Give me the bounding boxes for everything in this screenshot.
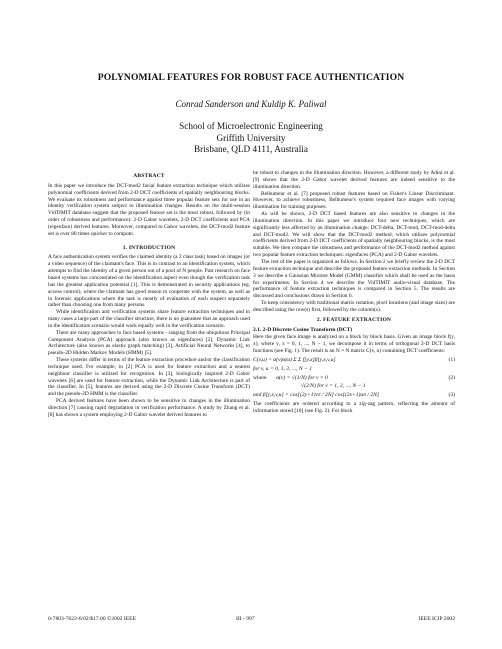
author-names: Conrad Sanderson and Kuldip K. Paliwal — [175, 99, 327, 109]
footer-page-number: III - 997 — [236, 616, 255, 622]
equation-1-number: (1) — [448, 356, 455, 363]
paper-title: POLYNOMIAL FEATURES FOR ROBUST FACE AUTHENTICATION — [97, 72, 405, 83]
body-paragraph-7: The coefficients are ordered according to a zig-zag pattern, reflecting the amount of information stored [10] (see Fig. 2). For block — [253, 401, 455, 414]
equation-2-number: (2) — [448, 374, 455, 381]
intro-heading: 1. INTRODUCTION — [122, 244, 176, 251]
equation-range: for v, u = 0, 1, 2, ..., N − 1 — [253, 365, 313, 372]
equation-1 — [253, 357, 455, 364]
affiliation-school: School of Microelectronic Engineering — [179, 121, 323, 131]
left-column — [48, 170, 250, 419]
body-paragraph-4: The rest of the paper is organized as follows. In Section 2 we briefly review the 2-D DCT feature extraction technique and describe the proposed feature extraction methods. In Section 3 we describe a Gaussian Mixture Model (GMM) classifier which shall be used as the basis for experiments. In Section 4 we describe the VidTIMIT audio-visual database. The performance of feature extraction techniques is compared in Section 5. The results are discussed and conclusions drawn in Section 6. — [253, 258, 455, 300]
equation-2 — [253, 375, 455, 382]
where-label: where — [253, 374, 267, 381]
abstract-text: In this paper we introduce the DCT-mod2 facial feature extraction technique which utilizes polynomial coefficients derived from 2-D DCT coefficients of spatially neighbouring blocks. We evaluate its robustness and performance against three popular feature sets for use in an identity verification system subject to illumination changes. Results on the multi-session VidTIMIT database suggest that the proposed feature set is the most robust, followed by (in order of robustness and performance): 2-D Gabor wavelets, 2-D DCT coefficients and PCA (eigenface) derived features. Moreover, compared to Gabor wavelets, the DCT-mod2 feature set is over 80 times quicker to compute. — [48, 182, 250, 237]
body-paragraph-1: be robust to changes in the illumination direction. However, a different study by Adini et al. [9] shows that the 2-D Gabor wavelet derived features are indeed sensitive to the illumination direction. — [253, 170, 455, 190]
affiliation-university: Griffith University — [216, 132, 286, 143]
body-paragraph-2: Belhumeur et al. [7] proposed robust features based on Fisher's Linear Discriminant. However, to achieve robustness, Belhumeur's system required face images with varying illumination for training purposes. — [253, 190, 455, 211]
intro-paragraph-5: PCA derived features have been shown to be sensitive to changes in the illumination direction [7] causing rapid degradation in verification performance. A study by Zhang et al. [8] has shown a system employing 2-D Gabor wavelet derived features to — [48, 398, 250, 418]
equation-1-body: C(v,u) = α(v)α(u) Σ Σ f[y,x]β[y,x,v,u] — [253, 356, 336, 363]
equation-3 — [253, 392, 455, 399]
equation-3-body: and β[y,x,v,u] = cos[(2y+1)vπ / 2N] cos[(2x+1)uπ / 2N] — [253, 392, 380, 399]
right-column — [253, 170, 455, 415]
page-footer — [48, 616, 455, 623]
footer-copyright: 0-7803-7622-6/02/$17.00 ©2002 IEEE — [48, 616, 136, 622]
equation-3-number: (3) — [448, 392, 455, 399]
intro-paragraph-1: A face authentication system verifies the claimed identity (a 2 class task) based on images (or a video sequence) of the claimant's face. This is in contrast to an identification system, which attempts to find the identity of a given person out of a pool of N people. Past research on face based systems has concentrated on the identification aspect even though the verification task has the greatest application potential [1]. This is demonstrated in security applications (eg. access control), where the claimant has good reason to cooperate with the system, as well as in forensic applications where the task is mostly of evaluation of each suspect separately rather than choosing one from many persons. — [48, 254, 250, 309]
footer-venue: IEEE ICIP 2002 — [418, 616, 455, 622]
equation-2-case-2: √(2/N) for v = 1, 2, ..., N − 1 — [301, 383, 366, 390]
abstract-heading: ABSTRACT — [133, 173, 165, 179]
intro-paragraph-2: While identification and verification systems share feature extraction techniques and in many cases a large part of the classifier structure, there is no guarantee that an approach used in the identification scenario would work equally well in the verification scenario. — [48, 309, 250, 329]
body-paragraph-6: Here the given face image is analyzed on a block by block basis. Given an image block f(y, x), where y, x = 0, 1, ..., N − 1, we decompose it in terms of orthogonal 2-D DCT basis functions (see Fig. 1). The result is an N × N matrix C(v, u) containing DCT coefficients: — [253, 334, 455, 355]
affiliation — [0, 121, 502, 156]
dct-subheading: 2.1. 2-D Discrete Cosine Transform (DCT) — [253, 326, 353, 333]
intro-paragraph-4: These systems differ in terms of the feature extraction procedure and/or the classification technique used. For example, in [2] PCA is used for feature extraction and a nearest neighbour classifier is utilized for recognition. In [3], biologically inspired 2-D Gabor wavelets [6] are used for feature extraction, while the Dynamic Link Architecture is part of the classifier. In [5], features are derived using the 2-D Discrete Cosine Transform (DCT) and the pseudo-2D HMM is the classifier. — [48, 357, 250, 398]
equation-2-case-1: α(v) = √(1/N) for v = 0 — [276, 374, 328, 381]
body-paragraph-5: To keep consistency with traditional matrix notation, pixel locations (and image sizes) are described using the row(s) first, followed by the column(s). — [253, 300, 455, 313]
feature-extraction-heading: 2. FEATURE EXTRACTION — [316, 316, 392, 323]
intro-paragraph-3: There are many approaches to face based systems - ranging from the ubiquitous Principal Component Analysis (PCA) approach (also known as eigenfaces) [2], Dynamic Link Architecture (also known as elastic graph matching) [3], Artificial Neural Networks [4], to pseudo-2D Hidden Markov Models (HMM) [5]. — [48, 329, 250, 357]
body-paragraph-3: As will be shown, 2-D DCT based features are also sensitive to changes in the illumination direction. In this paper we introduce four new techniques, which are significantly less affected by an illumination change: DCT-delta, DCT-mod, DCT-mod-delta and DCT-mod2. We will show that the DCT-mod2 method, which utilizes polynomial coefficients derived from 2-D DCT coefficients of spatially neighbouring blocks, is the most suitable. We then compare the robustness and performance of the DCT-mod2 method against two popular feature extraction techniques: eigenfaces (PCA) and 2-D Gabor wavelets. — [253, 211, 455, 259]
affiliation-address: Brisbane, QLD 4111, Australia — [194, 144, 308, 154]
